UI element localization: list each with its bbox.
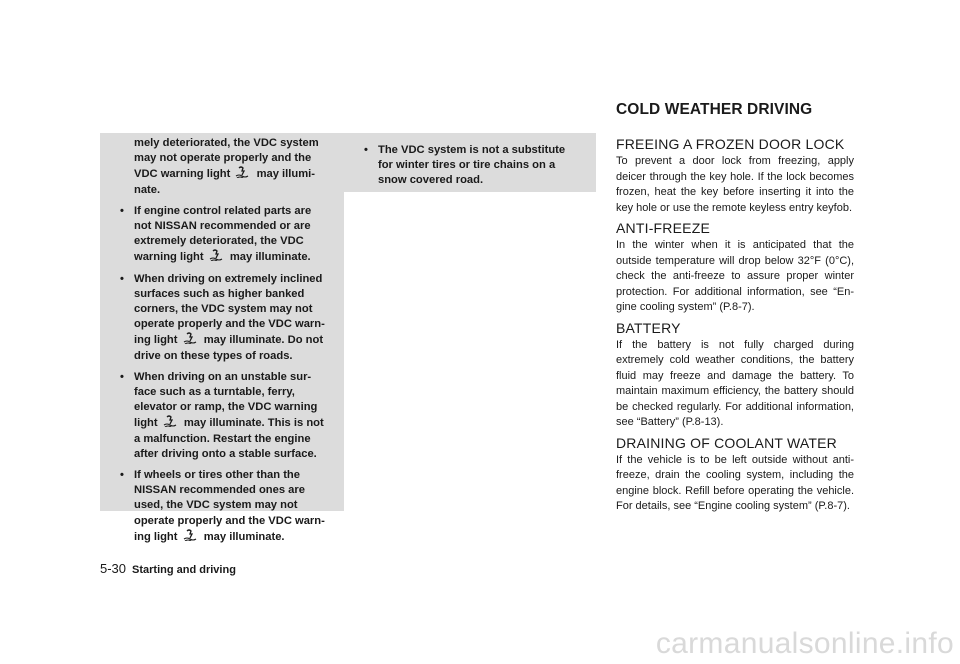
paragraph-door-lock: To prevent a door lock from freezing, apply deicer through the key hole. If the lock becomes frozen, heat the key before inserting it into the key hole or use the remote keyless entry keyfob.: [616, 155, 854, 214]
section-battery: [616, 320, 854, 431]
heading-coolant: DRAINING OF COOLANT WATER: [616, 434, 837, 451]
section-title: COLD WEATHER DRIVING: [616, 101, 813, 118]
vdc-warning-light-icon: [233, 166, 253, 178]
warning-bullet-1: • If engine control related parts are not NISSAN recommended or are extremely deteriorated, the VDC warning light may illuminate.: [120, 204, 312, 264]
page-number: 5-30: [100, 561, 127, 576]
heading-battery: BATTERY: [616, 319, 681, 336]
warning-list: [108, 136, 340, 551]
vdc-warning-light-icon: [161, 415, 181, 427]
footer-section-name: Starting and driving: [132, 564, 236, 576]
section-anti-freeze: [616, 220, 854, 316]
vdc-warning-light-icon: [181, 332, 201, 344]
page-footer: [100, 561, 236, 576]
warning-continuation: mely deteriorated, the VDC system may not operate properly and the VDC warning light may illumi- nate.: [134, 137, 319, 196]
cold-weather-column: [616, 101, 854, 519]
warning-bullet-5: • The VDC system is not a substitute for winter tires or tire chains on a snow covered road.: [364, 144, 566, 187]
watermark: carmanualsonline.info: [655, 627, 954, 660]
warning-substitute: [352, 143, 594, 195]
paragraph-anti-freeze: In the winter when it is anticipated that the outside temperature will drop below 32°F (0°C), check the anti-freeze to assure proper winter protection. For additional information, see “En-gine cooling system” (P.8-7).: [616, 239, 854, 313]
section-coolant: [616, 435, 854, 515]
warning-bullet-4: • If wheels or tires other than the NISSAN recommended ones are used, the VDC system may not operate properly and the VDC warn- ing light may illuminate.: [120, 469, 325, 543]
warning-bullet-3: • When driving on an unstable sur- face such as a turntable, ferry, elevator or ramp, the VDC warning light may illuminate. This is not a malfunction. Restart the engine after driving onto a stable surface.: [120, 370, 324, 460]
vdc-warning-light-icon: [207, 249, 227, 261]
heading-anti-freeze: ANTI-FREEZE: [616, 220, 710, 236]
warning-bullet-2: • When driving on extremely inclined surfaces such as higher banked corners, the VDC system may not operate properly and the VDC warn- ing light may illuminate. Do not drive on these types of roads.: [120, 272, 325, 362]
paragraph-battery: If the battery is not fully charged during extremely cold weather conditions, the battery fluid may freeze and damage the battery. To maintain maximum efficiency, the battery should be checked regularly. For additional information, see “Battery” (P.8-13).: [616, 338, 854, 428]
heading-door-lock: FREEING A FROZEN DOOR LOCK: [616, 136, 845, 152]
section-door-lock: [616, 136, 854, 216]
paragraph-coolant: If the vehicle is to be left outside without anti-freeze, drain the cooling system, including the engine block. Refill before operating the vehicle. For details, see “Engine cooling system” (P.8-7).: [616, 453, 854, 512]
vdc-warning-light-icon: [181, 529, 201, 541]
